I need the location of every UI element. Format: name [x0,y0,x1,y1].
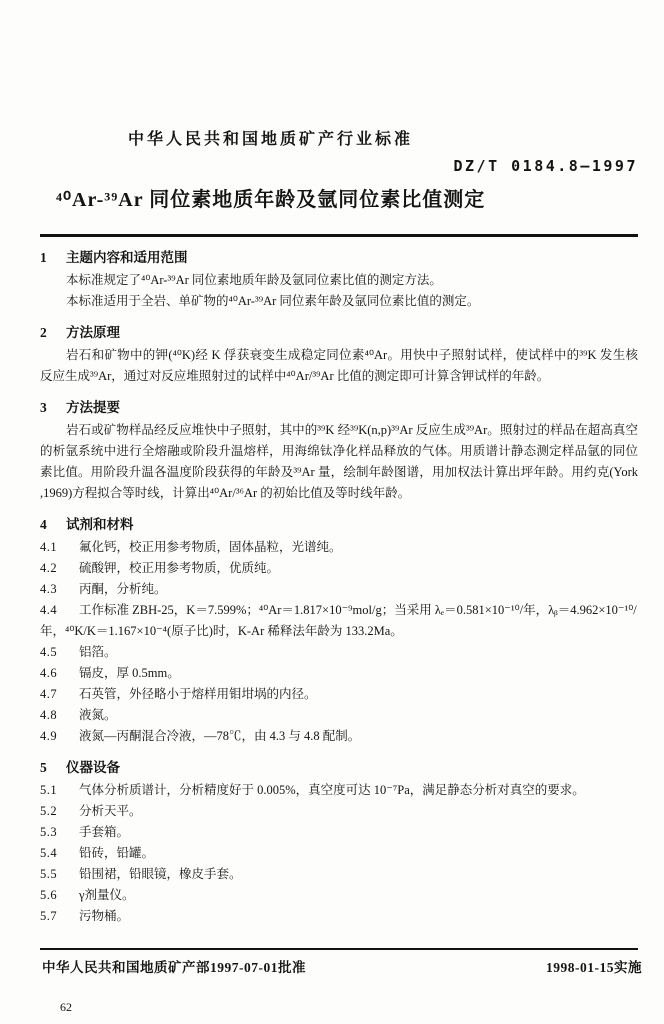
clause-item [40,705,638,726]
clause-number: 4.5 [40,645,58,659]
section-reagents [40,516,638,747]
clause-item [40,801,638,822]
clause-text: 液氮—丙酮混合冷液，—78℃，由 4.3 与 4.8 配制。 [79,729,361,743]
clause-number: 5.4 [40,846,58,860]
section-title: 主题内容和适用范围 [66,250,188,265]
document-content [40,0,638,927]
clause-item [40,780,638,801]
clause-number: 5.5 [40,867,58,881]
clause-number: 5.3 [40,825,58,839]
approval-note: 中华人民共和国地质矿产部1997-07-01批准 [42,960,306,975]
clause-text: 污物桶。 [79,909,130,923]
clause-number: 4.2 [40,561,58,575]
standard-number: DZ/T 0184.8—1997 [453,157,638,175]
clause-text: 铝箔。 [79,645,117,659]
clause-text: 液氮。 [79,708,117,722]
section-summary [40,399,638,504]
clause-item [40,642,638,663]
section-number: 5 [40,760,47,775]
clause-item [40,537,638,558]
clause-text: 硫酸钾，校正用参考物质，优质纯。 [79,561,280,575]
section-principle [40,324,638,387]
section-title: 方法提要 [66,400,120,415]
section-heading [40,399,638,416]
section-heading [40,324,638,341]
footer-divider [40,948,638,950]
clause-item [40,906,638,927]
standard-category: 中华人民共和国地质矿产行业标准 [128,131,414,148]
clause-item [40,600,638,642]
clause-text: 镉皮，厚 0.5mm。 [79,666,180,680]
document-title: ⁴⁰Ar-³⁹Ar 同位素地质年龄及氩同位素比值测定 [56,189,486,211]
clause-text: 工作标准 ZBH-25，K＝7.599%；⁴⁰Ar＝1.817×10⁻⁹mol/g；当采用 λₑ＝0.581×10⁻¹⁰/年，λᵦ＝4.962×10⁻¹⁰/年，⁴⁰K/K＝1.167×10⁻⁴(原子比)时，K-Ar 稀释法年龄为 133.2Ma。 [40,603,637,638]
clause-item [40,885,638,906]
clause-item [40,822,638,843]
section-number: 1 [40,250,47,265]
section-heading [40,759,638,776]
clause-item [40,579,638,600]
clause-item [40,726,638,747]
section-title: 方法原理 [66,325,120,340]
paragraph: 本标准规定了⁴⁰Ar-³⁹Ar 同位素地质年龄及氩同位素比值的测定方法。 [66,273,442,287]
header-divider [40,234,638,237]
section-number: 3 [40,400,47,415]
section-title: 试剂和材料 [66,517,134,532]
clause-number: 4.7 [40,687,58,701]
clause-item [40,558,638,579]
section-heading [40,249,638,266]
clause-text: 石英管，外径略小于熔样用钼坩埚的内径。 [79,687,317,701]
clause-number: 4.9 [40,729,58,743]
clause-number: 4.1 [40,540,58,554]
clause-number: 5.2 [40,804,58,818]
section-heading [40,516,638,533]
clause-text: 铅围裙，铅眼镜，橡皮手套。 [79,867,242,881]
section-number: 4 [40,517,47,532]
implementation-note: 1998-01-15实施 [546,960,642,975]
clause-text: 氟化钙，校正用参考物质，固体晶粒，光谱纯。 [79,540,342,554]
section-number: 2 [40,325,47,340]
section-title: 仪器设备 [66,760,120,775]
clause-item [40,864,638,885]
clause-number: 4.3 [40,582,58,596]
clause-number: 4.6 [40,666,58,680]
footer [42,956,642,976]
clause-text: 气体分析质谱计，分析精度好于 0.005%，真空度可达 10⁻⁷Pa，满足静态分析对真空的要求。 [79,783,585,797]
clause-item [40,843,638,864]
paragraph: 岩石或矿物样品经反应堆快中子照射，其中的³⁹K 经³⁹K(n,p)³⁹Ar 反应生成³⁹Ar。照射过的样品在超高真空的析氩系统中进行全熔融或阶段升温熔样，用海绵钛净化样品释放的气体。用质谱计静态测定样品氩的同位素比值。用阶段升温各温度阶段获得的年龄及³⁹Ar 量，绘制年龄图谱，用加权法计算出坪年龄。用约克(York ,1969)方程拟合等时线，计算出⁴⁰Ar/³⁶Ar 的初始比值及等时线年龄。 [40,423,638,500]
clause-number: 4.4 [40,603,58,617]
page-number: 62 [60,1000,72,1014]
clause-item [40,684,638,705]
clause-number: 5.1 [40,783,58,797]
section-instruments [40,759,638,927]
clause-text: 丙酮，分析纯。 [79,582,167,596]
clause-text: 铅砖，铅罐。 [79,846,155,860]
clause-text: 分析天平。 [79,804,142,818]
paragraph: 岩石和矿物中的钾(⁴⁰K)经 K 俘获衰变生成稳定同位素⁴⁰Ar。用快中子照射试样，使试样中的³⁹K 发生核反应生成³⁹Ar，通过对反应堆照射过的试样中⁴⁰Ar/³⁹Ar 比值的测定即可计算含钾试样的年龄。 [40,348,638,383]
clause-text: γ剂量仪。 [79,888,135,902]
paragraph: 本标准适用于全岩、单矿物的⁴⁰Ar-³⁹Ar 同位素年龄及氩同位素比值的测定。 [66,294,480,308]
clause-item [40,663,638,684]
clause-number: 5.7 [40,909,58,923]
clause-number: 4.8 [40,708,58,722]
clause-text: 手套箱。 [79,825,130,839]
section-scope [40,249,638,312]
clause-number: 5.6 [40,888,58,902]
